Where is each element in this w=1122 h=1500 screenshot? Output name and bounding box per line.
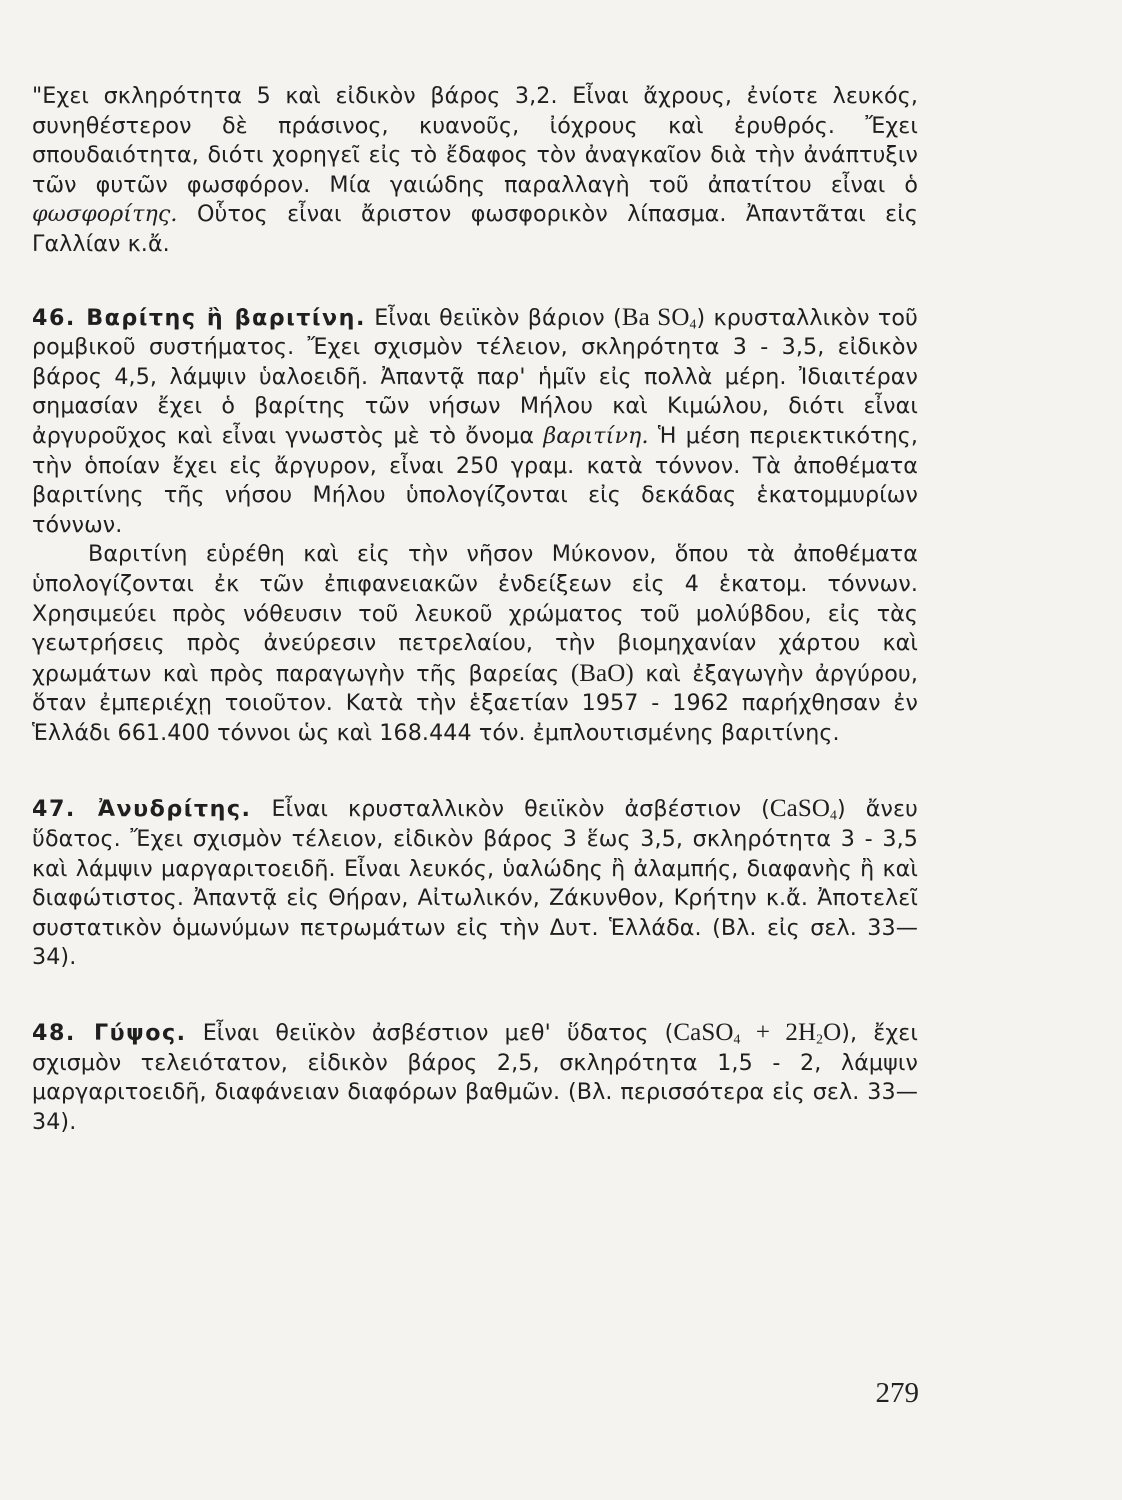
section-46-text-2: ) κρυσταλλικὸν τοῦ ρομβικοῦ συστήματος. Ἔχει σχισμὸν τέλειον, σκληρότητα 3 - 3,5, εἰδικὸν βάρος 4,5, λάμψιν ὑαλοειδῆ. Ἀπαντᾷ παρ' ἡμῖν εἰς πολλὰ μέρη. Ἰδιαιτέραν σημασίαν ἔχει ὁ βαρίτης τῶν νήσων Μήλου καὶ Κιμώλου, διότι εἶναι ἀργυροῦχος καὶ εἶναι γνωστὸς μὲ τὸ ὄνομα (32, 304, 918, 449)
section-47-text-1: Εἶναι κρυσταλλικὸν θειϊκὸν ἀσβέστιον ( (271, 796, 770, 823)
section-46-paragraph-2 (32, 540, 918, 748)
section-48-text-1: Εἶναι θειϊκὸν ἀσβέστιον μεθ' ὕδατος ( (202, 1020, 674, 1047)
intro-italic-term: φωσφορίτης. (32, 201, 178, 228)
section-47-paragraph (32, 794, 918, 973)
section-46-p2-text-1: Βαριτίνη εὑρέθη καὶ εἰς τὴν νῆσον Μύκονον, ὅπου τὰ ἀποθέματα ὑπολογίζονται ἐκ τῶν ἐπιφανειακῶν ἐνδείξεων εἰς 4 ἑκατομ. τόννων. Χρησιμεύει πρὸς νόθευσιν τοῦ λευκοῦ χρώματος τοῦ μολύβδου, εἰς τὰς γεωτρήσεις πρὸς ἀνεύρεσιν πετρελαίου, τὴν βιομηχανίαν χάρτου καὶ χρωμάτων καὶ πρὸς παραγωγὴν τῆς βαρείας (32, 541, 918, 687)
section-46-paragraph-1 (32, 303, 918, 541)
section-47-formula: CaSO$_4$ (769, 795, 837, 823)
intro-paragraph (32, 82, 918, 260)
page-body (32, 82, 918, 1137)
section-47-heading: 47. Ἀνυδρίτης. (32, 796, 252, 823)
section-46-p2-text-2: καὶ ἐξαγωγὴν ἀργύρου, ὅταν ἐμπεριέχῃ τοιοῦτον. Κατὰ τὴν ἑξαετίαν 1957 - 1962 παρήχθησαν ἐν Ἑλλάδι 661.400 τόννοι ὡς καὶ 168.444 τόν. ἐμπλουτισμένης βαριτίνης. (32, 660, 919, 746)
section-46-p2-formula: (BaO) (570, 659, 634, 687)
section-48-formula: CaSO$_4$ + $2H_2O$ (673, 1019, 842, 1047)
section-47-text-2: ) ἄνευ ὕδατος. Ἔχει σχισμὸν τέλειον, εἰδικὸν βάρος 3 ἕως 3,5, σκληρότητα 3 - 3,5 καὶ λάμψιν μαργαριτοειδῆ. Εἶναι λευκός, ὑαλώδης ἢ ἀλαμπής, διαφανὴς ἢ καὶ διαφώτιστος. Ἀπαντᾷ εἰς Θήραν, Αἰτωλικόν, Ζάκυνθον, Κρήτην κ.ἄ. Ἀποτελεῖ συστατικὸν ὁμωνύμων πετρωμάτων εἰς τὴν Δυτ. Ἑλλάδα. (Βλ. εἰς σελ. 33—34). (32, 796, 918, 971)
section-46-italic-term: βαριτίνη. (543, 422, 649, 449)
page-number: 279 (875, 1377, 919, 1409)
section-46-text-1: Εἶναι θειϊκὸν βάριον ( (374, 304, 622, 331)
section-46-text-3: Ἡ μέση περιεκτικότης, τὴν ὁποίαν ἔχει εἰς ἄργυρον, εἶναι 250 γραμ. κατὰ τόννον. Τὰ ἀποθέματα βαριτίνης τῆς νήσου Μήλου ὑπολογίζονται εἰς δεκάδας ἑκατομμυρίων τόννων. (32, 422, 919, 538)
intro-text-1: "Εχει σκληρότητα 5 καὶ εἰδικὸν βάρος 3,2. Εἶναι ἄχρους, ἐνίοτε λευκός, συνηθέστερον δὲ πράσινος, κυανοῦς, ἰόχρους καὶ ἐρυθρός. Ἔχει σπουδαιότητα, διότι χορηγεῖ εἰς τὸ ἔδαφος τὸν ἀναγκαῖον διὰ τὴν ἀνάπτυξιν τῶν φυτῶν φωσφόρον. Μία γαιώδης παραλλαγὴ τοῦ ἀπατίτου εἶναι ὁ (32, 83, 918, 198)
section-46-heading: 46. Βαρίτης ἢ βαριτίνη. (32, 304, 366, 331)
section-48-text-2: ), ἔχει σχισμὸν τελειότατον, εἰδικὸν βάρος 2,5, σκληρότητα 1,5 - 2, λάμψιν μαργαριτοειδῆ, διαφάνειαν διαφόρων βαθμῶν. (Βλ. περισσότερα εἰς σελ. 33—34). (32, 1020, 918, 1135)
section-48-paragraph (32, 1018, 918, 1137)
intro-text-2: Οὗτος εἶναι ἄριστον φωσφορικὸν λίπασμα. Ἀπαντᾶται εἰς Γαλλίαν κ.ἄ. (32, 201, 918, 257)
section-46-formula: Ba $SO_4$ (621, 303, 697, 331)
section-48-heading: 48. Γύψος. (32, 1020, 187, 1047)
